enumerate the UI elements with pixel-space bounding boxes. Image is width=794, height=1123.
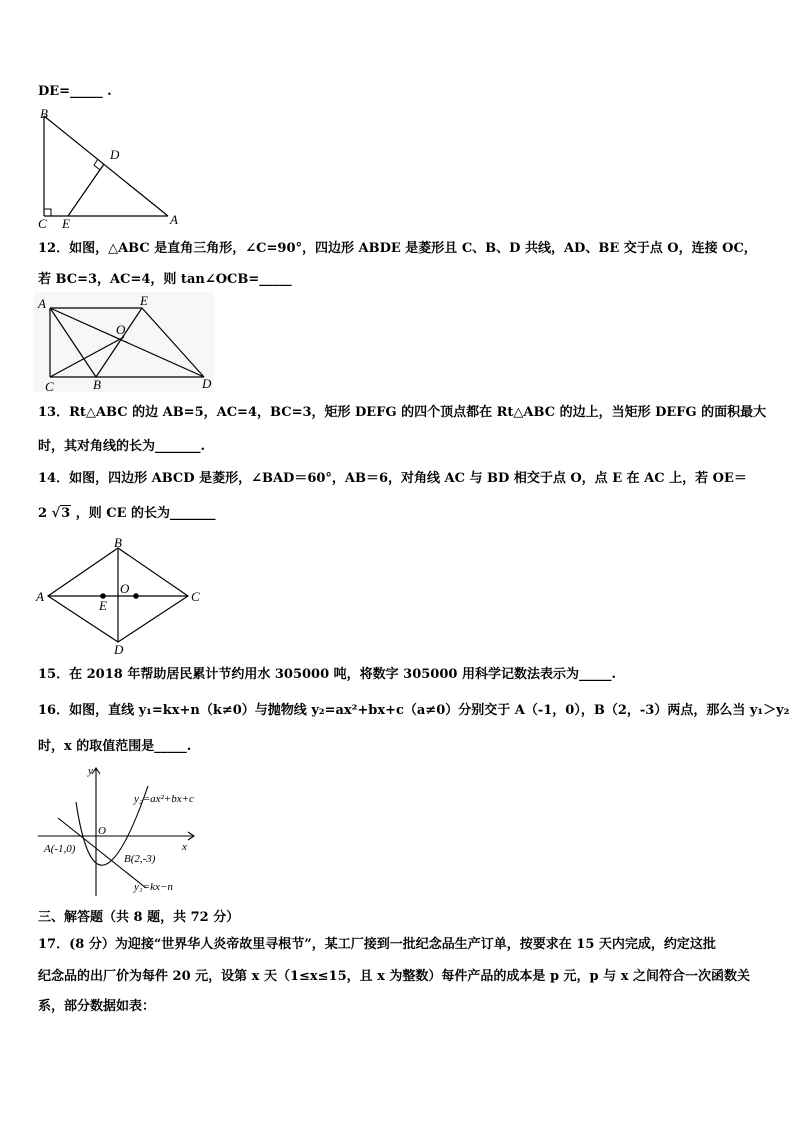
q14-line2 — [38, 506, 216, 522]
axis-label-y: y — [88, 765, 93, 777]
q17-line1: 17．(8 分）为迎接“世界华人炎帝故里寻根节”，某工厂接到一批纪念品生产订单，按要求在 15 天内完成，约定这批 — [38, 937, 716, 952]
q14-line1: 14．如图，四边形 ABCD 是菱形，∠BAD＝60°，AB＝6，对角线 AC 与 BD 相交于点 O，点 E 在 AC 上，若 OE＝ — [38, 471, 747, 486]
axis-label-x: x — [182, 841, 187, 853]
q14-line2-tail: ，则 CE 的长为_______ — [75, 506, 216, 521]
label-origin: O — [98, 825, 106, 837]
label-A: A — [36, 589, 44, 604]
label-line-y1: y₁=kx−n — [134, 881, 173, 893]
label-D: D — [114, 642, 124, 656]
label-point-A: A(-1,0) — [44, 843, 76, 855]
label-E: E — [62, 216, 70, 231]
q17-line2: 纪念品的出厂价为每件 20 元，设第 x 天（1≤x≤15，且 x 为整数）每件产品的成本是 p 元，p 与 x 之间符合一次函数关 — [38, 969, 750, 984]
q16-line1: 16．如图，直线 y₁=kx+n（k≠0）与抛物线 y₂=ax²+bx+c（a≠0）分别交于 A（-1，0），B（2，-3）两点，那么当 y₁＞y₂ — [38, 703, 790, 718]
label-B: B — [40, 106, 48, 121]
label-E: E — [99, 598, 107, 613]
label-O: O — [116, 322, 126, 337]
label-O: O — [120, 581, 130, 596]
label-parabola-y2: y₂=ax²+bx+c — [134, 793, 194, 805]
label-E: E — [140, 293, 148, 308]
label-D: D — [202, 376, 212, 391]
q13-line1: 13．Rt△ABC 的边 AB=5，AC=4，BC=3，矩形 DEFG 的四个顶点都在 Rt△ABC 的边上，当矩形 DEFG 的面积最大 — [38, 405, 767, 420]
q11-answer-line: DE=_____ . — [38, 84, 112, 99]
q16-line2: 时，x 的取值范围是_____. — [38, 739, 192, 754]
label-D: D — [110, 147, 120, 162]
figure-q11-triangle — [34, 104, 184, 232]
label-C: C — [191, 589, 200, 604]
label-A: A — [38, 296, 46, 311]
label-C: C — [45, 379, 54, 394]
q13-line2: 时，其对角线的长为_______. — [38, 439, 206, 454]
q15-text: 15．在 2018 年帮助居民累计节约用水 305000 吨，将数字 305000 用科学记数法表示为_____. — [38, 667, 616, 682]
figure-q16-graph — [34, 764, 234, 899]
figure-q14-rhombus — [34, 536, 209, 656]
q14-coefficient: 2 — [38, 506, 48, 521]
section-3-title: 三、解答题（共 8 题，共 72 分） — [38, 910, 240, 925]
label-point-B: B(2,-3) — [124, 853, 156, 865]
label-B: B — [93, 377, 101, 392]
q12-line2: 若 BC=3，AC=4，则 tan∠OCB=_____ — [38, 272, 292, 287]
figure-q12-rhombus — [34, 292, 224, 396]
label-A: A — [170, 212, 178, 227]
label-B: B — [114, 536, 122, 550]
q14-radicand: 3 — [61, 506, 71, 521]
sqrt-icon: √ — [51, 506, 61, 521]
q17-line3: 系，部分数据如表： — [38, 999, 156, 1014]
label-C: C — [38, 216, 47, 231]
q12-line1: 12．如图，△ABC 是直角三角形，∠C=90°，四边形 ABDE 是菱形且 C、B、D 共线，AD、BE 交于点 O，连接 OC， — [38, 241, 757, 256]
